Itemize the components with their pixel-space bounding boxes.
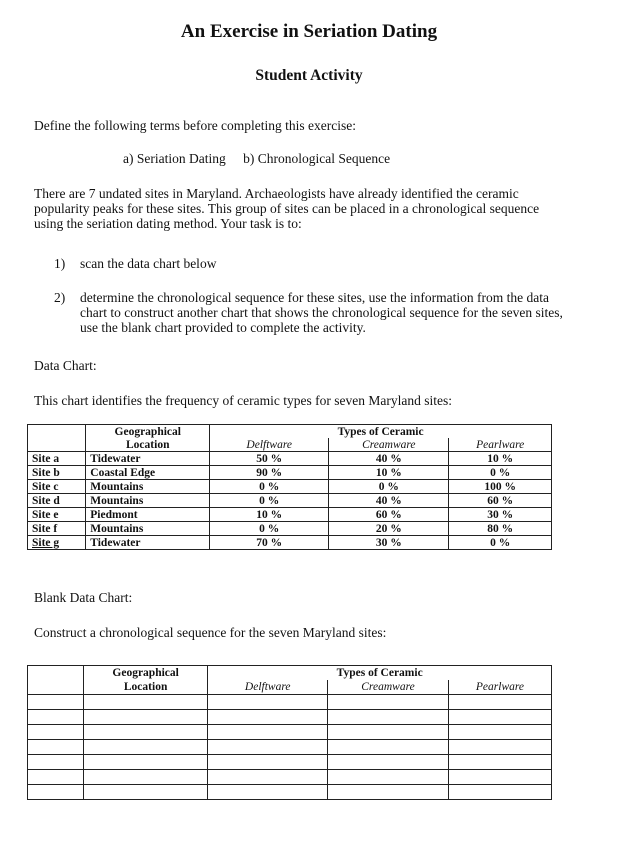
blank-cell (208, 755, 328, 770)
blank-cell (208, 725, 328, 740)
subheader-site-cell (28, 680, 84, 695)
blank-cell (28, 695, 84, 710)
pearlware-cell: 80 % (449, 522, 552, 536)
site-cell: Site d (28, 494, 86, 508)
delftware-cell: 90 % (210, 466, 329, 480)
creamware-cell: 60 % (329, 508, 449, 522)
location-cell: Tidewater (86, 452, 210, 466)
blank-cell (28, 785, 84, 800)
creamware-cell: 40 % (329, 494, 449, 508)
location-cell: Coastal Edge (86, 466, 210, 480)
pearlware-cell: 100 % (449, 480, 552, 494)
data-chart-label: Data Chart: (34, 358, 97, 373)
step-1 (54, 256, 216, 271)
pearlware-cell: 0 % (449, 466, 552, 480)
header-creamware: Creamware (329, 438, 449, 452)
terms-list (123, 151, 404, 166)
pearlware-cell: 60 % (449, 494, 552, 508)
header-ceramic-group: Types of Ceramic (208, 666, 552, 681)
blank-cell (448, 755, 551, 770)
step-text: determine the chronological sequence for these sites, use the information from the data chart to construct another chart that shows the chronological sequence for the seven sites, use the blank chart provided to complete the activity. (80, 290, 563, 335)
header-location-line2: Location (86, 438, 210, 452)
blank-cell (28, 725, 84, 740)
pearlware-cell: 30 % (449, 508, 552, 522)
header-location-line1: Geographical (86, 425, 210, 439)
location-cell: Mountains (86, 494, 210, 508)
header-location-line2: Location (83, 680, 207, 695)
blank-cell (83, 785, 207, 800)
table-row (28, 452, 552, 466)
blank-cell (208, 740, 328, 755)
table-subheader-row (28, 438, 552, 452)
page-subtitle: Student Activity (255, 67, 363, 84)
delftware-cell: 10 % (210, 508, 329, 522)
blank-cell (28, 710, 84, 725)
location-cell: Mountains (86, 480, 210, 494)
page-title: An Exercise in Seriation Dating (180, 21, 438, 42)
blank-row (28, 710, 552, 725)
header-creamware: Creamware (328, 680, 449, 695)
blank-cell (28, 770, 84, 785)
blank-cell (83, 710, 207, 725)
table-row (28, 508, 552, 522)
table-row (28, 466, 552, 480)
header-pearlware: Pearlware (448, 680, 551, 695)
subheader-site-cell (28, 438, 86, 452)
blank-cell (28, 740, 84, 755)
blank-row (28, 770, 552, 785)
creamware-cell: 10 % (329, 466, 449, 480)
blank-cell (208, 770, 328, 785)
blank-cell (208, 695, 328, 710)
blank-cell (448, 770, 551, 785)
table-row (28, 536, 552, 550)
location-cell: Tidewater (86, 536, 210, 550)
blank-row (28, 785, 552, 800)
table-subheader-row (28, 680, 552, 695)
header-location-line1: Geographical (83, 666, 207, 681)
term-seriation-dating: a) Seriation Dating (123, 151, 226, 166)
header-ceramic-group: Types of Ceramic (210, 425, 552, 439)
delftware-cell: 70 % (210, 536, 329, 550)
blank-table (27, 665, 552, 800)
delftware-cell: 0 % (210, 522, 329, 536)
site-cell: Site c (28, 480, 86, 494)
blank-cell (328, 740, 449, 755)
blank-cell (448, 710, 551, 725)
table-row (28, 522, 552, 536)
header-delftware: Delftware (208, 680, 328, 695)
blank-cell (328, 785, 449, 800)
header-site-cell (28, 666, 84, 681)
blank-cell (83, 755, 207, 770)
site-cell: Site e (28, 508, 86, 522)
term-chronological-sequence: b) Chronological Sequence (243, 151, 391, 166)
delftware-cell: 0 % (210, 480, 329, 494)
blank-chart-description: Construct a chronological sequence for the seven Maryland sites: (34, 625, 387, 640)
blank-cell (83, 740, 207, 755)
blank-cell (328, 755, 449, 770)
site-cell: Site f (28, 522, 86, 536)
site-cell: Site a (28, 452, 86, 466)
blank-cell (208, 785, 328, 800)
blank-cell (328, 695, 449, 710)
blank-cell (448, 695, 551, 710)
blank-chart-label: Blank Data Chart: (34, 590, 133, 605)
chart-description: This chart identifies the frequency of ceramic types for seven Maryland sites: (34, 393, 452, 408)
table-header-row (28, 666, 552, 681)
header-delftware: Delftware (210, 438, 329, 452)
blank-cell (448, 740, 551, 755)
blank-cell (208, 710, 328, 725)
creamware-cell: 30 % (329, 536, 449, 550)
site-cell: Site g (28, 536, 86, 550)
blank-cell (328, 710, 449, 725)
blank-cell (448, 785, 551, 800)
creamware-cell: 40 % (329, 452, 449, 466)
creamware-cell: 0 % (329, 480, 449, 494)
define-instruction: Define the following terms before completing this exercise: (34, 118, 357, 133)
blank-cell (83, 770, 207, 785)
blank-row (28, 725, 552, 740)
step-text: scan the data chart below (80, 256, 217, 271)
creamware-cell: 20 % (329, 522, 449, 536)
blank-cell (448, 725, 551, 740)
delftware-cell: 50 % (210, 452, 329, 466)
blank-cell (28, 755, 84, 770)
blank-cell (328, 770, 449, 785)
table-row (28, 494, 552, 508)
blank-cell (83, 695, 207, 710)
header-site-cell (28, 425, 86, 439)
site-cell: Site b (28, 466, 86, 480)
data-table (27, 424, 552, 550)
blank-cell (83, 725, 207, 740)
step-number: 2) (54, 290, 66, 305)
delftware-cell: 0 % (210, 494, 329, 508)
step-number: 1) (54, 256, 66, 271)
pearlware-cell: 10 % (449, 452, 552, 466)
location-cell: Mountains (86, 522, 210, 536)
location-cell: Piedmont (86, 508, 210, 522)
pearlware-cell: 0 % (449, 536, 552, 550)
blank-row (28, 740, 552, 755)
table-row (28, 480, 552, 494)
step-2 (54, 290, 564, 335)
table-header-row (28, 425, 552, 439)
blank-row (28, 755, 552, 770)
blank-cell (328, 725, 449, 740)
intro-paragraph: There are 7 undated sites in Maryland. Archaeologists have already identified the ceramic popularity peaks for these sites. This group of sites can be placed in a chronological sequence using the seriation dating method. Your task is to: (34, 186, 540, 231)
header-pearlware: Pearlware (449, 438, 552, 452)
blank-row (28, 695, 552, 710)
